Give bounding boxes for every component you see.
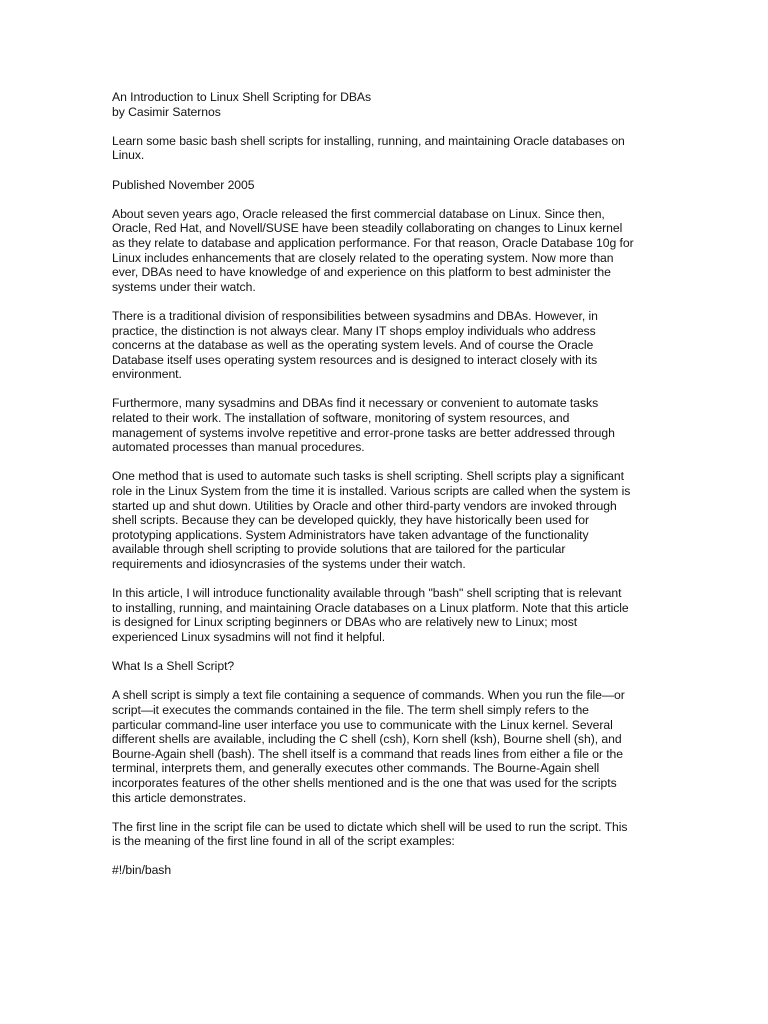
paragraph-line: as they relate to database and application performance. For that reason, Oracle Database 10g for xyxy=(112,235,634,250)
published-line: Published November 2005 xyxy=(112,177,255,192)
paragraph-line: to installing, running, and maintaining Oracle databases on a Linux platform. Note that this article xyxy=(112,600,629,615)
paragraph-line: management of systems involve repetitive and error-prone tasks are better addressed through xyxy=(112,425,615,440)
paragraph-line: terminal, interprets them, and generally executes other commands. The Bourne-Again shell xyxy=(112,761,600,776)
paragraph-line: started up and shut down. Utilities by Oracle and other third-party vendors are invoked through xyxy=(112,498,617,513)
section-heading xyxy=(112,659,660,674)
paragraph-line: One method that is used to automate such tasks is shell scripting. Shell scripts play a significant xyxy=(112,469,624,484)
paragraph-line: The first line in the script file can be used to dictate which shell will be used to run the script. This xyxy=(112,819,628,834)
paragraph-shell-definition xyxy=(112,688,660,805)
paragraph-line: Database itself uses operating system resources and is designed to interact closely with its xyxy=(112,352,598,367)
paragraph-line: experienced Linux sysadmins will not find it helpful. xyxy=(112,629,386,644)
document-byline: by Casimir Saternos xyxy=(112,104,221,119)
paragraph-responsibilities xyxy=(112,309,660,382)
paragraph-line: ever, DBAs need to have knowledge of and experience on this platform to best administer the xyxy=(112,265,611,280)
paragraph-first-line xyxy=(112,820,660,849)
paragraph-line: requirements and idiosyncrasies of the systems under their watch. xyxy=(112,557,466,571)
paragraph-line: practice, the distinction is not always clear. Many IT shops employ individuals who address xyxy=(112,323,596,338)
paragraph-intro xyxy=(112,207,660,295)
summary-paragraph xyxy=(112,134,660,163)
paragraph-line: In this article, I will introduce functionality available through "bash" shell scripting that is relevant xyxy=(112,586,622,601)
paragraph-line: Linux includes enhancements that are closely related to the operating system. Now more than xyxy=(112,250,614,265)
paragraph-line: role in the Linux System from the time it is installed. Various scripts are called when the system is xyxy=(112,484,631,499)
paragraph-line: concerns at the database as well as the operating system levels. And of course the Oracle xyxy=(112,338,594,353)
paragraph-line: script—it executes the commands contained in the file. The term shell simply refers to the xyxy=(112,702,589,717)
paragraph-line: Furthermore, many sysadmins and DBAs find it necessary or convenient to automate tasks xyxy=(112,396,599,411)
paragraph-line: There is a traditional division of responsibilities between sysadmins and DBAs. However, in xyxy=(112,308,598,323)
paragraph-automation xyxy=(112,396,660,454)
paragraph-line: About seven years ago, Oracle released the first commercial database on Linux. Since then, xyxy=(112,206,605,221)
published-date xyxy=(112,178,660,193)
paragraph-line: particular command-line user interface you use to communicate with the Linux kernel. Several xyxy=(112,717,613,732)
document-title: An Introduction to Linux Shell Scripting for DBAs xyxy=(112,90,372,104)
paragraph-line: is the meaning of the first line found in all of the script examples: xyxy=(112,834,455,849)
title-block xyxy=(112,90,660,119)
paragraph-line: different shells are available, including the C shell (csh), Korn shell (ksh), Bourne shell (sh), and xyxy=(112,732,622,747)
paragraph-line: this article demonstrates. xyxy=(112,790,247,805)
paragraph-line: prototyping applications. System Administrators have taken advantage of the functionality xyxy=(112,527,589,542)
paragraph-line: environment. xyxy=(112,367,182,382)
paragraph-line: systems under their watch. xyxy=(112,279,256,294)
paragraph-line: is designed for Linux scripting beginners or DBAs who are relatively new to Linux; most xyxy=(112,615,578,630)
paragraph-line: Bourne-Again shell (bash). The shell itself is a command that reads lines from either a file or the xyxy=(112,746,624,761)
paragraph-line: A shell script is simply a text file containing a sequence of commands. When you run the file—or xyxy=(112,688,625,703)
paragraph-line: related to their work. The installation of software, monitoring of system resources, and xyxy=(112,411,570,426)
code-example xyxy=(112,863,660,878)
paragraph-line: automated processes than manual procedures. xyxy=(112,440,365,455)
summary-line: Linux. xyxy=(112,148,145,163)
shebang-line: #!/bin/bash xyxy=(112,863,172,878)
paragraph-line: shell scripts. Because they can be developed quickly, they have historically been used for xyxy=(112,513,589,528)
document-page xyxy=(112,90,660,878)
paragraph-line: Oracle, Red Hat, and Novell/SUSE have been steadily collaborating on changes to Linux kernel xyxy=(112,221,623,236)
paragraph-line: available through shell scripting to provide solutions that are tailored for the particular xyxy=(112,542,566,557)
section-heading-text: What Is a Shell Script? xyxy=(112,659,235,674)
paragraph-shell-scripting xyxy=(112,469,660,571)
paragraph-article-scope xyxy=(112,586,660,644)
summary-line: Learn some basic bash shell scripts for installing, running, and maintaining Oracle databases on xyxy=(112,133,625,148)
paragraph-line: incorporates features of the other shells mentioned and is the one that was used for the scripts xyxy=(112,775,617,790)
